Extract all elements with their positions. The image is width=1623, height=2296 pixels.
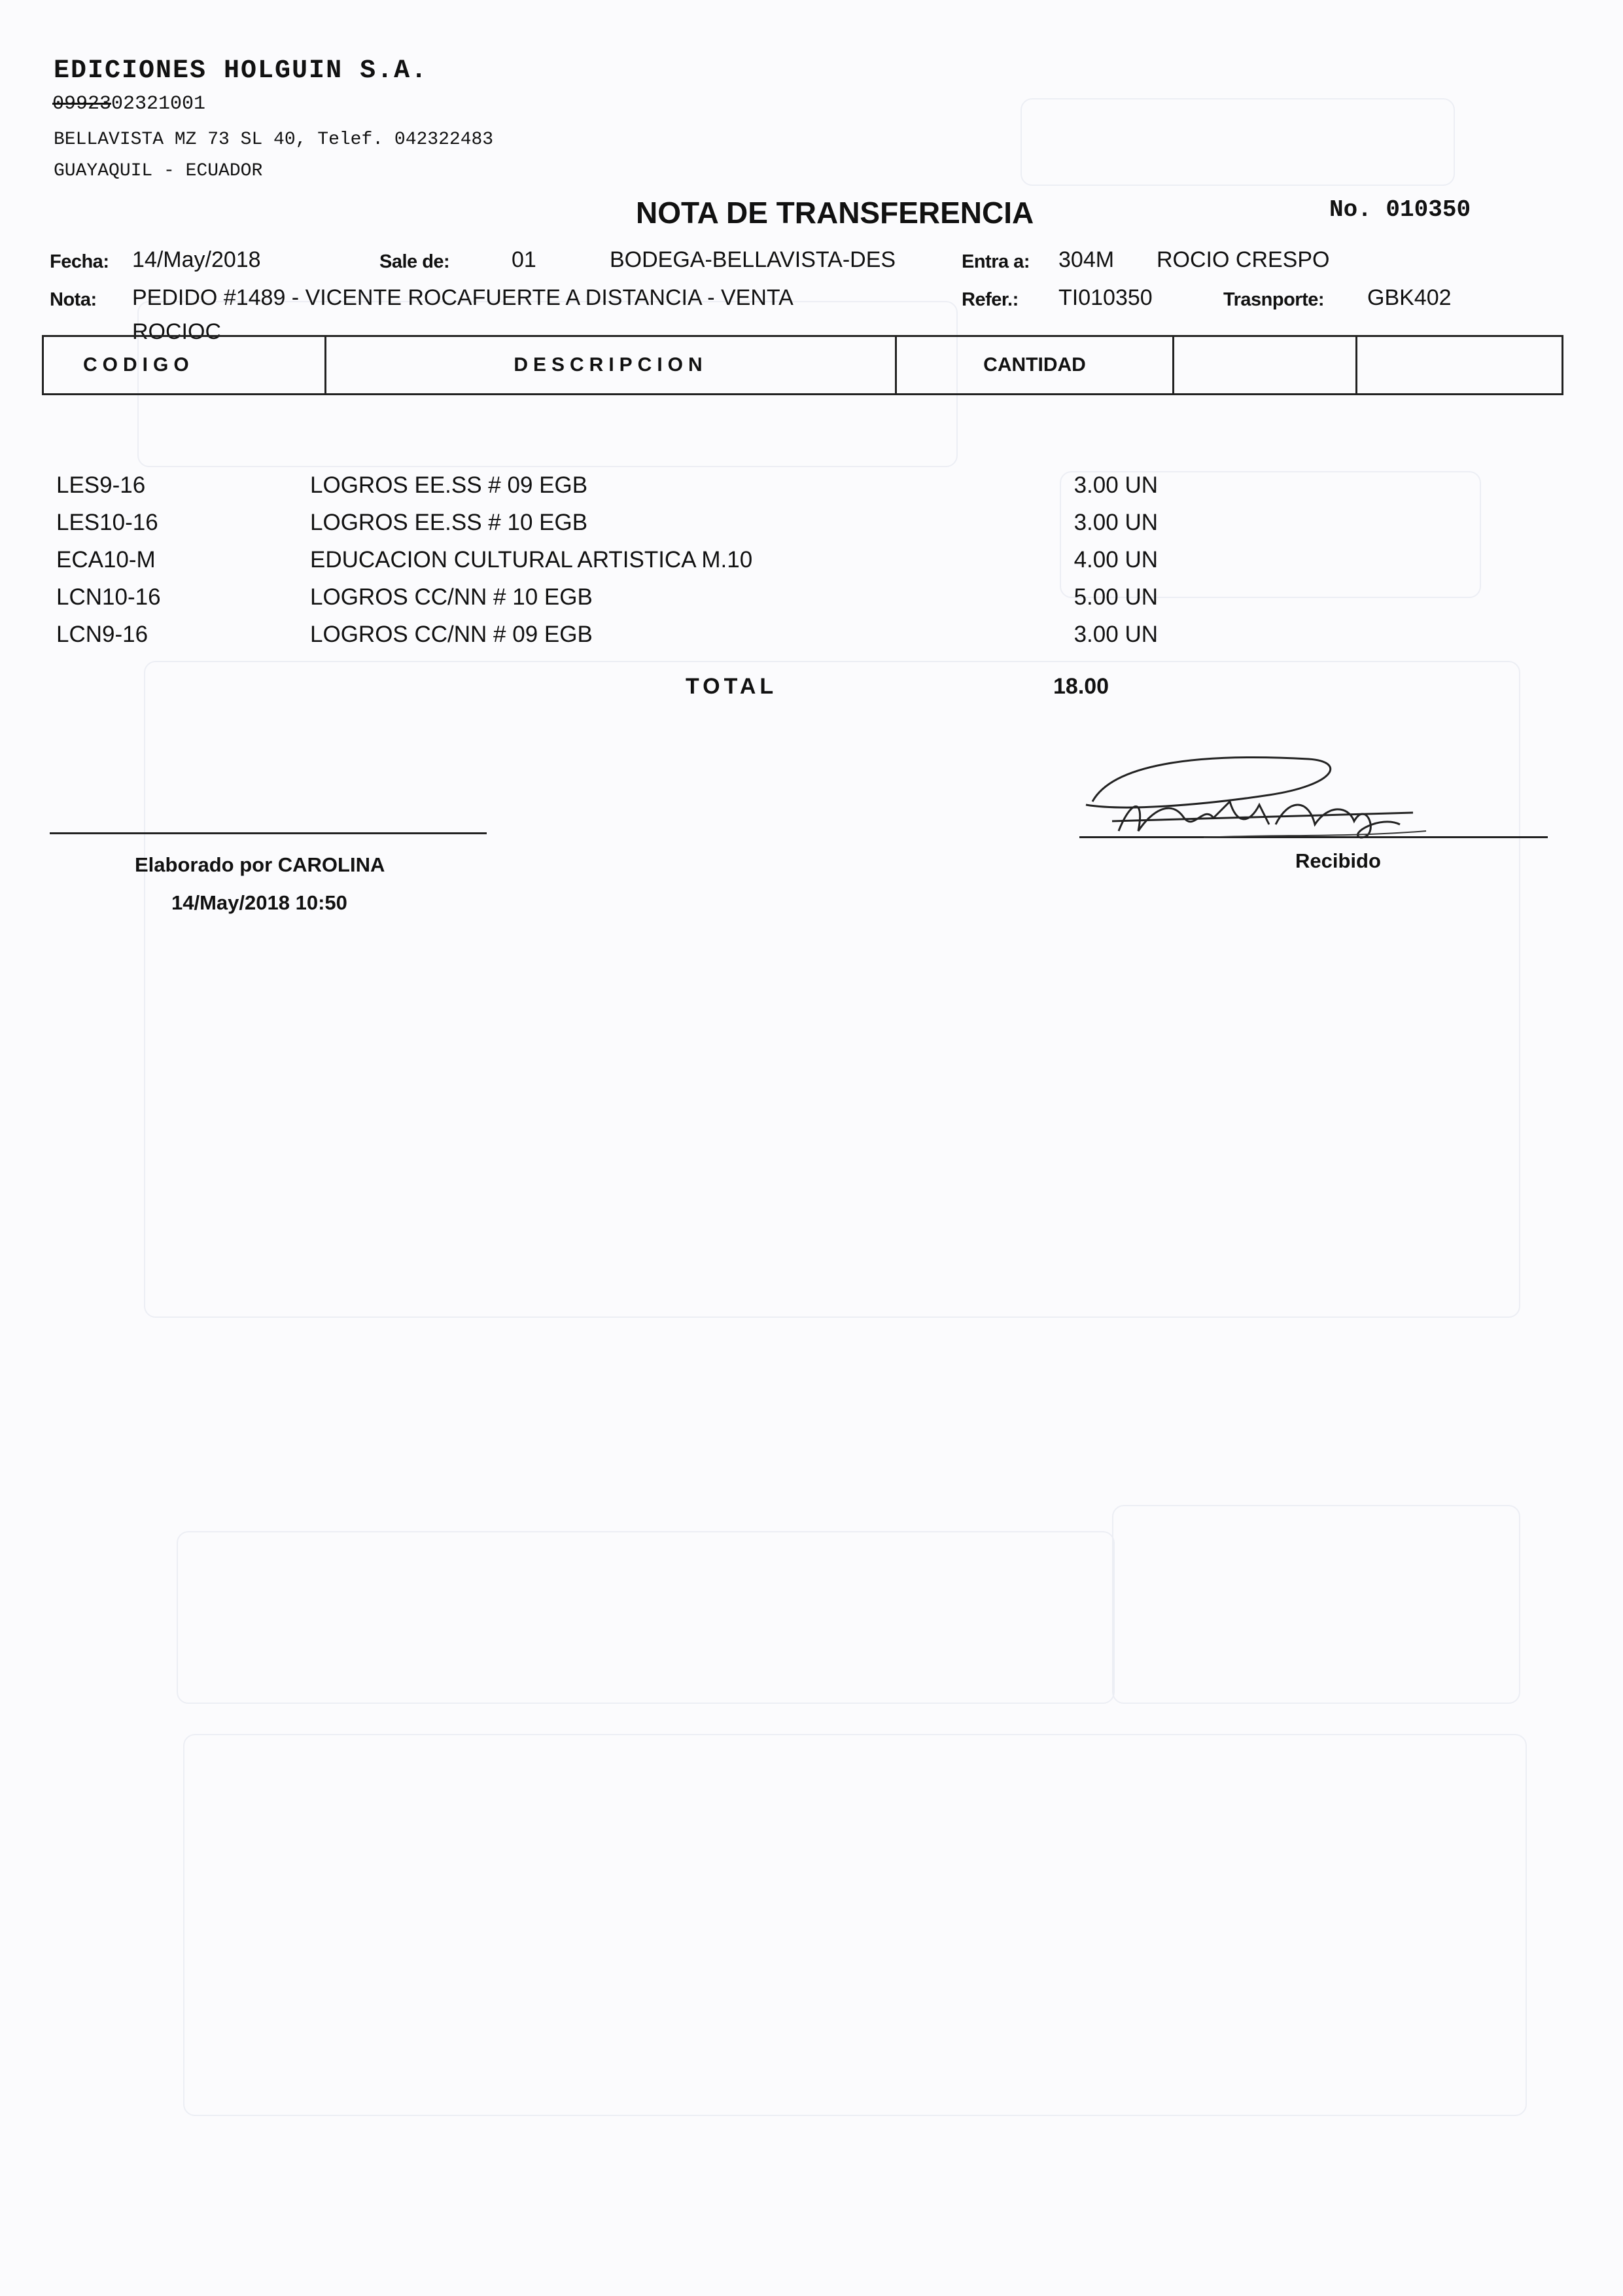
sale-de-name: BODEGA-BELLAVISTA-DES xyxy=(610,247,896,272)
row-descripcion: EDUCACION CULTURAL ARTISTICA M.10 xyxy=(310,547,753,573)
document-number xyxy=(1329,196,1471,223)
nota-label: Nota: xyxy=(50,289,97,310)
document-number-label: No. xyxy=(1329,196,1372,223)
items-table-header xyxy=(42,335,1563,395)
row-codigo: LES9-16 xyxy=(56,472,146,498)
row-codigo: LCN9-16 xyxy=(56,622,148,647)
table-row xyxy=(0,510,1623,542)
total-value: 18.00 xyxy=(1053,674,1109,699)
row-cantidad: 3.00 UN xyxy=(1073,510,1158,535)
entra-a-code: 304M xyxy=(1058,247,1115,272)
row-cantidad: 5.00 UN xyxy=(1073,584,1158,610)
company-ruc xyxy=(52,93,205,115)
column-descripcion xyxy=(326,337,897,393)
entra-a-name: ROCIO CRESPO xyxy=(1157,247,1330,272)
sale-de-label: Sale de: xyxy=(379,251,450,272)
table-row xyxy=(0,622,1623,654)
row-cantidad: 4.00 UN xyxy=(1073,547,1158,573)
sale-de-code: 01 xyxy=(512,247,536,272)
column-cantidad xyxy=(897,337,1174,393)
row-cantidad: 3.00 UN xyxy=(1073,472,1158,498)
row-codigo: ECA10-M xyxy=(56,547,156,573)
column-cantidad-label: CANTIDAD xyxy=(983,354,1086,376)
company-ruc-rest: 02321001 xyxy=(111,93,206,115)
column-descripcion-label: DESCRIPCION xyxy=(514,354,708,376)
handwritten-signature xyxy=(1073,739,1439,857)
fecha-label: Fecha: xyxy=(50,251,109,272)
company-city: GUAYAQUIL - ECUADOR xyxy=(54,161,263,181)
fecha-value: 14/May/2018 xyxy=(132,247,261,272)
row-descripcion: LOGROS EE.SS # 09 EGB xyxy=(310,472,588,498)
row-codigo: LES10-16 xyxy=(56,510,158,535)
table-row xyxy=(0,584,1623,617)
nota-value-line1: PEDIDO #1489 - VICENTE ROCAFUERTE A DISTANCIA - VENTA xyxy=(132,285,794,310)
elaborado-date: 14/May/2018 10:50 xyxy=(171,891,347,914)
document-number-value: 010350 xyxy=(1386,196,1471,223)
column-empty-1 xyxy=(1174,337,1357,393)
refer-label: Refer.: xyxy=(962,289,1019,310)
nota-value-line2: ROCIOC xyxy=(132,319,221,344)
row-descripcion: LOGROS EE.SS # 10 EGB xyxy=(310,510,588,535)
elaborado-signature-line xyxy=(50,832,487,834)
column-empty-2 xyxy=(1357,337,1562,393)
document-title: NOTA DE TRANSFERENCIA xyxy=(636,196,1034,230)
company-ruc-struck: 09923 xyxy=(52,93,112,115)
transporte-label: Trasnporte: xyxy=(1223,289,1325,310)
row-descripcion: LOGROS CC/NN # 09 EGB xyxy=(310,622,593,647)
table-row xyxy=(0,547,1623,580)
entra-a-label: Entra a: xyxy=(962,251,1030,272)
column-codigo-label: CODIGO xyxy=(83,354,194,376)
row-codigo: LCN10-16 xyxy=(56,584,161,610)
elaborado-por: Elaborado por CAROLINA xyxy=(135,853,385,876)
company-name: EDICIONES HOLGUIN S.A. xyxy=(54,56,428,86)
company-address: BELLAVISTA MZ 73 SL 40, Telef. 042322483 xyxy=(54,130,494,150)
column-codigo xyxy=(44,337,326,393)
total-label: TOTAL xyxy=(686,674,778,699)
refer-value: TI010350 xyxy=(1058,285,1153,310)
row-descripcion: LOGROS CC/NN # 10 EGB xyxy=(310,584,593,610)
transporte-value: GBK402 xyxy=(1367,285,1452,310)
recibido-label: Recibido xyxy=(1295,849,1381,872)
table-row xyxy=(0,472,1623,505)
row-cantidad: 3.00 UN xyxy=(1073,622,1158,647)
